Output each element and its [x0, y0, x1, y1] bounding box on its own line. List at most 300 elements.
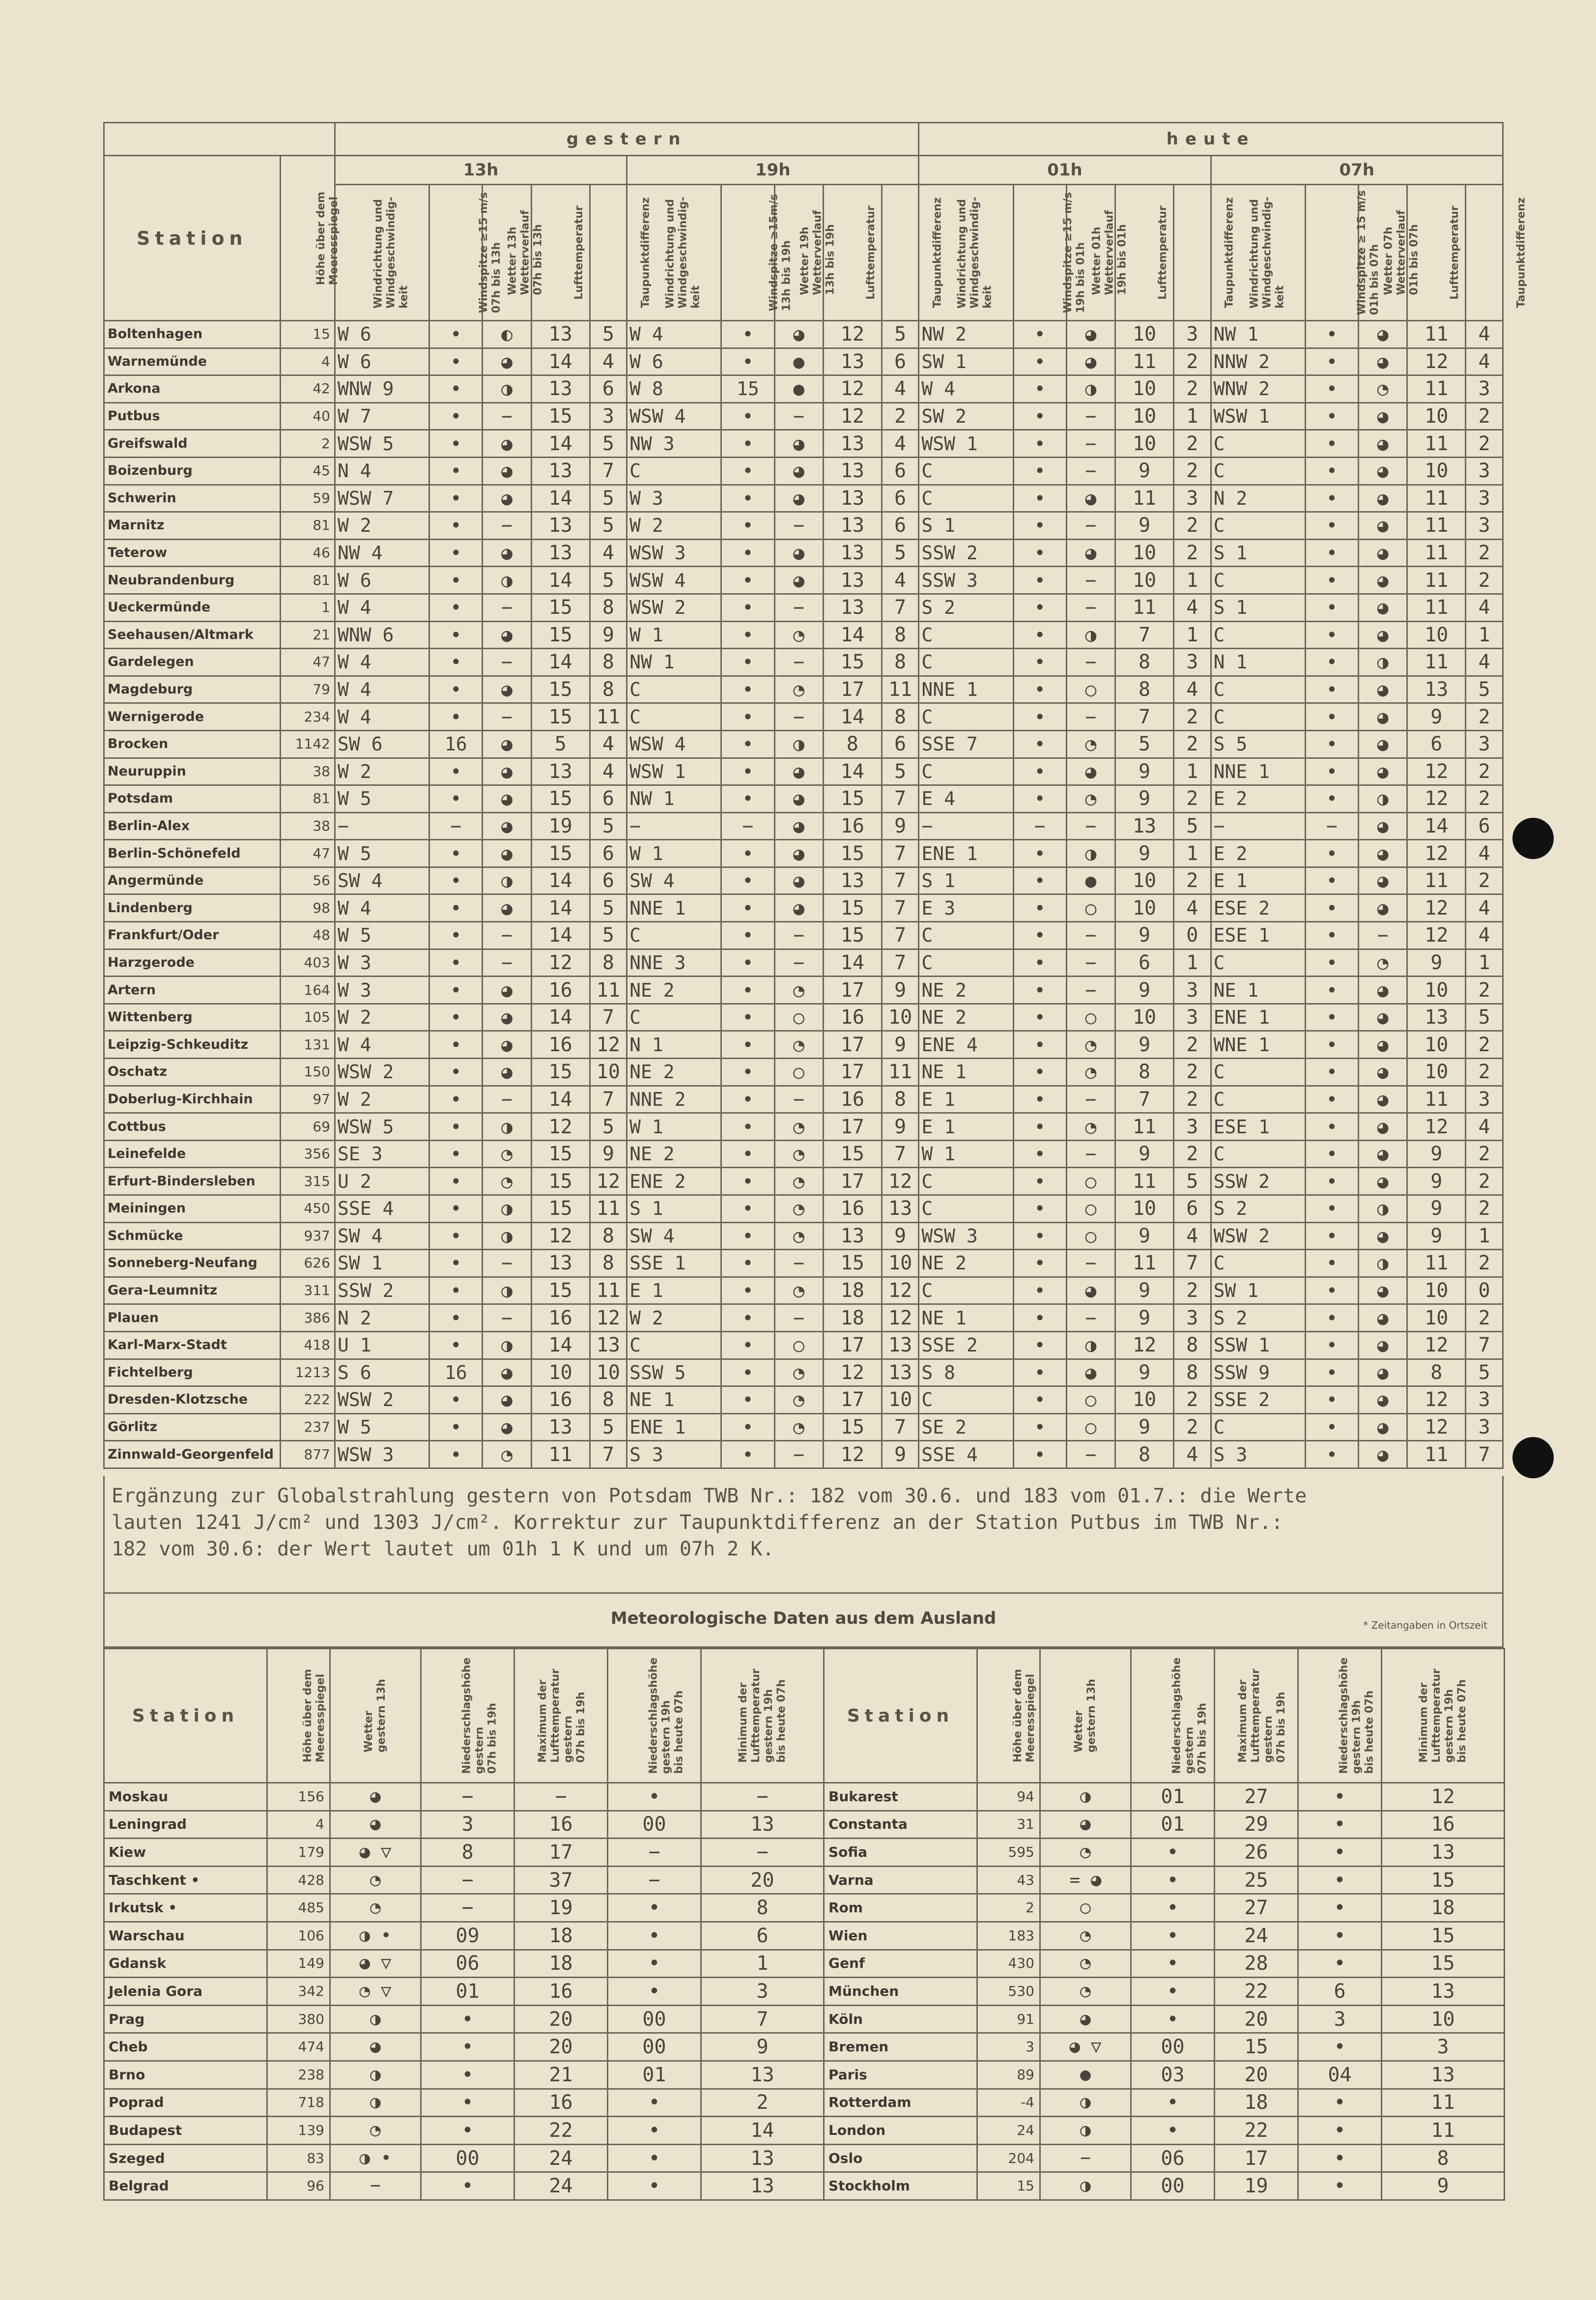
- foreign-station-height: 595: [977, 1839, 1040, 1867]
- temp-max: 19: [1215, 2172, 1298, 2200]
- wind-gust: −: [721, 812, 774, 840]
- wind-direction-speed: W 5: [335, 785, 429, 813]
- wind-gust: •: [1305, 1031, 1358, 1059]
- wind-direction-speed: NW 1: [627, 649, 721, 676]
- air-temperature: 12: [1407, 1413, 1466, 1441]
- dewpoint-difference: 7: [590, 1441, 627, 1468]
- dewpoint-difference: 1: [1466, 949, 1503, 977]
- air-temperature: 12: [823, 1441, 882, 1468]
- station-row: [104, 1113, 1503, 1141]
- foreign-station-name: London: [824, 2117, 977, 2145]
- wind-gust: •: [429, 703, 483, 731]
- precip-night: •: [1298, 1950, 1382, 1978]
- air-temperature: 11: [1407, 649, 1466, 676]
- foreign-station-height: 474: [267, 2033, 330, 2061]
- dewpoint-difference: 3: [1466, 512, 1503, 540]
- wind-gust: •: [1305, 1140, 1358, 1168]
- weather-symbol: ◔: [1066, 1059, 1115, 1086]
- dewpoint-difference: 6: [1173, 1195, 1211, 1223]
- air-temperature: 16: [823, 812, 882, 840]
- wind-direction-speed: C: [919, 649, 1013, 676]
- temp-max: 21: [514, 2061, 608, 2089]
- weather-symbol: ◕: [483, 1059, 531, 1086]
- wind-direction-speed: NE 2: [627, 977, 721, 1004]
- wind-gust: 16: [429, 1359, 483, 1386]
- air-temperature: 10: [1115, 1004, 1174, 1031]
- station-row: [104, 1086, 1503, 1113]
- air-temperature: 10: [1115, 867, 1174, 894]
- foreign-station-height: 4: [267, 1811, 330, 1839]
- wind-gust: •: [721, 1413, 774, 1441]
- air-temperature: 11: [1407, 430, 1466, 458]
- wind-direction-speed: C: [627, 457, 721, 485]
- dewpoint-difference: 8: [590, 594, 627, 621]
- station-name: Doberlug-Kirchhain: [104, 1086, 281, 1113]
- dewpoint-difference: 7: [1466, 1331, 1503, 1359]
- temp-max: 37: [514, 1866, 608, 1894]
- air-temperature: 15: [823, 649, 882, 676]
- dewpoint-difference: 12: [882, 1168, 919, 1195]
- dewpoint-difference: 4: [1466, 594, 1503, 621]
- weather-symbol: ◕: [1358, 1304, 1407, 1332]
- dewpoint-difference: 3: [1466, 730, 1503, 758]
- wind-direction-speed: NE 1: [919, 1304, 1013, 1332]
- station-height: 877: [280, 1441, 335, 1468]
- station-name: Boltenhagen: [104, 321, 281, 348]
- wind-gust: •: [721, 1250, 774, 1277]
- air-temperature: 15: [531, 1168, 590, 1195]
- dewpoint-difference: 1: [1173, 402, 1211, 430]
- temp-min: 16: [1382, 1811, 1505, 1839]
- air-temperature: 11: [1115, 1168, 1174, 1195]
- precip-night: •: [1298, 1922, 1382, 1950]
- weather-symbol: −: [1066, 922, 1115, 949]
- air-temperature: 17: [823, 1031, 882, 1059]
- precip-day: −: [421, 1866, 514, 1894]
- wind-gust: •: [429, 402, 483, 430]
- weather-symbol: ◑: [483, 567, 531, 594]
- wind-gust: •: [429, 1059, 483, 1086]
- air-temperature: 15: [531, 676, 590, 703]
- air-temperature: 13: [823, 512, 882, 540]
- wind-direction-speed: SSE 1: [627, 1250, 721, 1277]
- station-name: Oschatz: [104, 1059, 281, 1086]
- weather-symbol: ◕: [1358, 1086, 1407, 1113]
- dewpoint-difference: 2: [1173, 375, 1211, 403]
- wind-direction-speed: C: [919, 1168, 1013, 1195]
- air-temperature: 14: [531, 430, 590, 458]
- foreign-weather: ◑: [330, 2005, 421, 2033]
- precip-night: •: [608, 2089, 701, 2117]
- foreign-station-height: 43: [977, 1866, 1040, 1894]
- domestic-station-table: [103, 122, 1528, 1469]
- temp-max: 25: [1215, 1866, 1298, 1894]
- foreign-section-header: [103, 1594, 1504, 1648]
- station-name: Brocken: [104, 730, 281, 758]
- temp-min: 11: [1382, 2089, 1505, 2117]
- air-temperature: 15: [531, 1059, 590, 1086]
- air-temperature: 12: [531, 949, 590, 977]
- weather-symbol: ◕: [1358, 1004, 1407, 1031]
- station-name: Boizenburg: [104, 457, 281, 485]
- dewpoint-difference: 2: [1466, 1140, 1503, 1168]
- foreign-weather: ●: [1040, 2061, 1131, 2089]
- weather-symbol: ◕: [1358, 1413, 1407, 1441]
- wind-gust: •: [1305, 539, 1358, 567]
- data-sheet: [103, 122, 1528, 2198]
- foreign-weather: ◕ ▽: [330, 1839, 421, 1867]
- weather-symbol: −: [1066, 977, 1115, 1004]
- dewpoint-difference: 2: [1466, 758, 1503, 785]
- air-temperature: 10: [1115, 1386, 1174, 1414]
- dewpoint-difference: 1: [1466, 621, 1503, 649]
- station-name: Teterow: [104, 539, 281, 567]
- weather-symbol: ◕: [483, 785, 531, 813]
- foreign-weather: ◑ •: [330, 2144, 421, 2172]
- wind-direction-speed: NE 2: [919, 1004, 1013, 1031]
- foreign-station-height: 15: [977, 2172, 1040, 2200]
- foreign-station-height: 530: [977, 1978, 1040, 2006]
- precip-night: 01: [608, 2061, 701, 2089]
- wind-direction-speed: S 2: [1211, 1304, 1305, 1332]
- weather-symbol: ◕: [774, 867, 823, 894]
- weather-symbol: ◔: [1066, 1113, 1115, 1141]
- foreign-header-col: Niederschlagshöhe gestern 07h bis 19h: [1131, 1649, 1215, 1783]
- weather-symbol: ◕: [1358, 485, 1407, 512]
- weather-symbol: −: [1066, 1086, 1115, 1113]
- temp-min: 12: [1382, 1783, 1505, 1811]
- station-row: [104, 621, 1503, 649]
- temp-min: 8: [701, 1894, 824, 1922]
- station-name: Dresden-Klotzsche: [104, 1386, 281, 1414]
- station-name: Magdeburg: [104, 676, 281, 703]
- air-temperature: 10: [1115, 567, 1174, 594]
- dewpoint-difference: 6: [882, 457, 919, 485]
- precip-day: •: [1131, 1894, 1215, 1922]
- dewpoint-difference: 2: [1466, 1059, 1503, 1086]
- station-name: Gera-Leumnitz: [104, 1277, 281, 1304]
- wind-gust: •: [1305, 949, 1358, 977]
- weather-symbol: ◔: [774, 1113, 823, 1141]
- weather-symbol: ○: [1066, 676, 1115, 703]
- wind-direction-speed: SW 4: [335, 867, 429, 894]
- precip-day: •: [1131, 2089, 1215, 2117]
- air-temperature: 15: [531, 840, 590, 867]
- air-temperature: 9: [1407, 1222, 1466, 1250]
- weather-symbol: −: [1066, 1304, 1115, 1332]
- header-col-wind: Windrichtung und Windgeschwindig- keit: [919, 185, 1013, 321]
- air-temperature: 11: [1115, 594, 1174, 621]
- air-temperature: 16: [531, 1304, 590, 1332]
- air-temperature: 9: [1407, 1140, 1466, 1168]
- station-height: 1213: [280, 1359, 335, 1386]
- wind-direction-speed: C: [919, 1386, 1013, 1414]
- wind-gust: •: [429, 1413, 483, 1441]
- dewpoint-difference: 6: [882, 730, 919, 758]
- station-height: 38: [280, 758, 335, 785]
- foreign-header-col: Minimum der Lufttemperatur gestern 19h bis heute 07h: [701, 1649, 824, 1783]
- wind-direction-speed: ENE 1: [919, 840, 1013, 867]
- weather-symbol: ◕: [774, 485, 823, 512]
- wind-direction-speed: W 3: [627, 485, 721, 512]
- wind-gust: •: [721, 539, 774, 567]
- wind-gust: •: [1013, 539, 1066, 567]
- wind-direction-speed: S 1: [919, 867, 1013, 894]
- foreign-station-height: 149: [267, 1950, 330, 1978]
- weather-symbol: ◑: [483, 1195, 531, 1223]
- foreign-station-row: [104, 1866, 824, 1894]
- dewpoint-difference: 4: [882, 567, 919, 594]
- wind-gust: •: [1305, 375, 1358, 403]
- wind-gust: •: [721, 730, 774, 758]
- air-temperature: 7: [1115, 1086, 1174, 1113]
- wind-gust: •: [721, 867, 774, 894]
- dewpoint-difference: 0: [1466, 1277, 1503, 1304]
- wind-direction-speed: C: [1211, 949, 1305, 977]
- wind-gust: •: [429, 1250, 483, 1277]
- station-height: 234: [280, 703, 335, 731]
- dewpoint-difference: 2: [1173, 539, 1211, 567]
- air-temperature: 13: [531, 1413, 590, 1441]
- wind-gust: •: [1305, 485, 1358, 512]
- weather-symbol: −: [1066, 457, 1115, 485]
- air-temperature: 9: [1407, 703, 1466, 731]
- dewpoint-difference: 2: [1466, 402, 1503, 430]
- dewpoint-difference: 6: [590, 867, 627, 894]
- air-temperature: 9: [1115, 785, 1174, 813]
- wind-direction-speed: SSW 5: [627, 1359, 721, 1386]
- precip-night: 3: [1298, 2005, 1382, 2033]
- air-temperature: 15: [823, 1413, 882, 1441]
- wind-gust: •: [1305, 703, 1358, 731]
- dewpoint-difference: 12: [590, 1031, 627, 1059]
- wind-direction-speed: C: [1211, 430, 1305, 458]
- station-height: 21: [280, 621, 335, 649]
- weather-symbol: ○: [774, 1004, 823, 1031]
- wind-gust: •: [721, 512, 774, 540]
- precip-day: 00: [1131, 2033, 1215, 2061]
- wind-gust: •: [1013, 402, 1066, 430]
- air-temperature: 13: [1407, 676, 1466, 703]
- wind-direction-speed: W 3: [335, 949, 429, 977]
- foreign-station-height: 2: [977, 1894, 1040, 1922]
- dewpoint-difference: 2: [1173, 1413, 1211, 1441]
- air-temperature: 9: [1115, 977, 1174, 1004]
- dewpoint-difference: 6: [882, 512, 919, 540]
- weather-symbol: ◕: [483, 539, 531, 567]
- foreign-station-name: Gdansk: [104, 1950, 267, 1978]
- air-temperature: 13: [531, 758, 590, 785]
- air-temperature: 14: [531, 567, 590, 594]
- station-name: Neuruppin: [104, 758, 281, 785]
- station-row: [104, 730, 1503, 758]
- temp-max: 24: [1215, 1922, 1298, 1950]
- foreign-weather: ◑: [330, 2089, 421, 2117]
- foreign-header-col: Maximum der Lufttemperatur gestern 07h bis 19h: [514, 1649, 608, 1783]
- foreign-station-name: Brno: [104, 2061, 267, 2089]
- temp-min: 9: [1382, 2172, 1505, 2200]
- header-col-wetter: Wetter 07h Wetterverlauf 01h bis 07h: [1358, 185, 1407, 321]
- air-temperature: 9: [1407, 1168, 1466, 1195]
- station-height: 56: [280, 867, 335, 894]
- station-name: Berlin-Schönefeld: [104, 840, 281, 867]
- precip-day: •: [421, 2117, 514, 2145]
- wind-gust: 15: [721, 375, 774, 403]
- foreign-station-name: Budapest: [104, 2117, 267, 2145]
- air-temperature: 13: [531, 321, 590, 348]
- wind-direction-speed: WSW 1: [627, 758, 721, 785]
- weather-symbol: ◔: [1358, 949, 1407, 977]
- foreign-station-height: 204: [977, 2144, 1040, 2172]
- foreign-station-row: [824, 2172, 1505, 2200]
- air-temperature: 11: [1115, 348, 1174, 375]
- temp-min: 3: [701, 1978, 824, 2006]
- air-temperature: 16: [823, 1195, 882, 1223]
- wind-direction-speed: W 4: [335, 676, 429, 703]
- wind-direction-speed: N 2: [1211, 485, 1305, 512]
- precip-night: •: [1298, 2089, 1382, 2117]
- foreign-station-row: [824, 2144, 1505, 2172]
- wind-direction-speed: SSW 1: [1211, 1331, 1305, 1359]
- weather-symbol: ◑: [1066, 840, 1115, 867]
- dewpoint-difference: 2: [882, 402, 919, 430]
- weather-symbol: ◔: [774, 621, 823, 649]
- wind-gust: •: [1305, 348, 1358, 375]
- weather-symbol: ◕: [774, 785, 823, 813]
- wind-direction-speed: NE 2: [627, 1140, 721, 1168]
- weather-symbol: ○: [774, 1059, 823, 1086]
- foreign-header-col: Minimum der Lufttemperatur gestern 19h bis heute 07h: [1382, 1649, 1505, 1783]
- weather-symbol: ◕: [1358, 594, 1407, 621]
- temp-min: 1: [701, 1950, 824, 1978]
- wind-gust: •: [721, 1031, 774, 1059]
- foreign-station-name: Paris: [824, 2061, 977, 2089]
- weather-symbol: −: [483, 512, 531, 540]
- temp-max: 22: [514, 2117, 608, 2145]
- air-temperature: 9: [1115, 1277, 1174, 1304]
- station-name: Sonneberg-Neufang: [104, 1250, 281, 1277]
- foreign-station-height: 485: [267, 1894, 330, 1922]
- wind-direction-speed: SW 4: [627, 867, 721, 894]
- foreign-weather: ◔: [330, 1894, 421, 1922]
- wind-gust: •: [1305, 894, 1358, 922]
- air-temperature: 13: [1407, 1004, 1466, 1031]
- temp-max: 24: [514, 2144, 608, 2172]
- wind-direction-speed: SSE 4: [919, 1441, 1013, 1468]
- foreign-station-row: [104, 2117, 824, 2145]
- station-height: 45: [280, 457, 335, 485]
- station-height: 131: [280, 1031, 335, 1059]
- air-temperature: 11: [1407, 539, 1466, 567]
- foreign-station-row: [104, 2144, 824, 2172]
- air-temperature: 17: [823, 1386, 882, 1414]
- air-temperature: 13: [1115, 812, 1174, 840]
- air-temperature: 9: [1115, 922, 1174, 949]
- dewpoint-difference: 2: [1466, 539, 1503, 567]
- air-temperature: 13: [531, 539, 590, 567]
- foreign-weather: ◑: [1040, 1783, 1131, 1811]
- precip-night: •: [608, 1894, 701, 1922]
- wind-direction-speed: ENE 4: [919, 1031, 1013, 1059]
- weather-symbol: −: [483, 922, 531, 949]
- wind-direction-speed: E 1: [1211, 867, 1305, 894]
- precip-day: −: [421, 1894, 514, 1922]
- dewpoint-difference: 10: [590, 1359, 627, 1386]
- precip-day: 01: [421, 1978, 514, 2006]
- temp-min: −: [701, 1783, 824, 1811]
- foreign-station-name: Leningrad: [104, 1811, 267, 1839]
- wind-direction-speed: ENE 1: [627, 1413, 721, 1441]
- weather-symbol: ◕: [1358, 1222, 1407, 1250]
- wind-direction-speed: S 2: [919, 594, 1013, 621]
- dewpoint-difference: 5: [590, 485, 627, 512]
- temp-min: 13: [701, 2144, 824, 2172]
- dewpoint-difference: 12: [882, 1304, 919, 1332]
- weather-symbol: ○: [1066, 1222, 1115, 1250]
- dewpoint-difference: 11: [590, 703, 627, 731]
- air-temperature: 10: [1115, 430, 1174, 458]
- air-temperature: 12: [823, 321, 882, 348]
- wind-gust: •: [429, 1086, 483, 1113]
- weather-symbol: −: [483, 649, 531, 676]
- air-temperature: 17: [823, 977, 882, 1004]
- weather-symbol: ◕: [1358, 348, 1407, 375]
- foreign-station-name: Constanta: [824, 1811, 977, 1839]
- station-name: Wittenberg: [104, 1004, 281, 1031]
- header-time-13h: 13h: [335, 156, 627, 185]
- dewpoint-difference: 5: [590, 1113, 627, 1141]
- foreign-station-row: [104, 2089, 824, 2117]
- dewpoint-difference: 4: [882, 375, 919, 403]
- foreign-header-col: Wetter gestern 13h: [330, 1649, 421, 1783]
- weather-symbol: ◔: [774, 1359, 823, 1386]
- foreign-header-station: Station: [104, 1649, 267, 1783]
- wind-gust: •: [429, 375, 483, 403]
- dewpoint-difference: 6: [882, 348, 919, 375]
- station-row: [104, 812, 1503, 840]
- foreign-station-name: Rotterdam: [824, 2089, 977, 2117]
- air-temperature: 11: [1115, 485, 1174, 512]
- wind-direction-speed: NW 4: [335, 539, 429, 567]
- station-row: [104, 1004, 1503, 1031]
- wind-gust: •: [1013, 1031, 1066, 1059]
- air-temperature: 10: [1407, 1031, 1466, 1059]
- foreign-station-height: 91: [977, 2005, 1040, 2033]
- wind-direction-speed: S 1: [627, 1195, 721, 1223]
- wind-gust: •: [721, 402, 774, 430]
- dewpoint-difference: 5: [882, 539, 919, 567]
- air-temperature: 10: [1407, 457, 1466, 485]
- wind-direction-speed: C: [627, 922, 721, 949]
- weather-symbol: ◕: [1358, 512, 1407, 540]
- weather-symbol: ○: [1066, 1413, 1115, 1441]
- air-temperature: 12: [1407, 922, 1466, 949]
- weather-symbol: ◕: [774, 539, 823, 567]
- station-row: [104, 1413, 1503, 1441]
- wind-gust: •: [721, 430, 774, 458]
- wind-gust: •: [721, 1004, 774, 1031]
- air-temperature: 9: [1115, 512, 1174, 540]
- dewpoint-difference: 1: [1173, 949, 1211, 977]
- temp-min: 13: [701, 1811, 824, 1839]
- air-temperature: 9: [1115, 758, 1174, 785]
- air-temperature: 9: [1115, 840, 1174, 867]
- corner-cell: [104, 123, 335, 156]
- wind-direction-speed: C: [919, 1277, 1013, 1304]
- wind-direction-speed: ENE 1: [1211, 1004, 1305, 1031]
- weather-symbol: ◑: [1358, 1195, 1407, 1223]
- wind-direction-speed: W 4: [919, 375, 1013, 403]
